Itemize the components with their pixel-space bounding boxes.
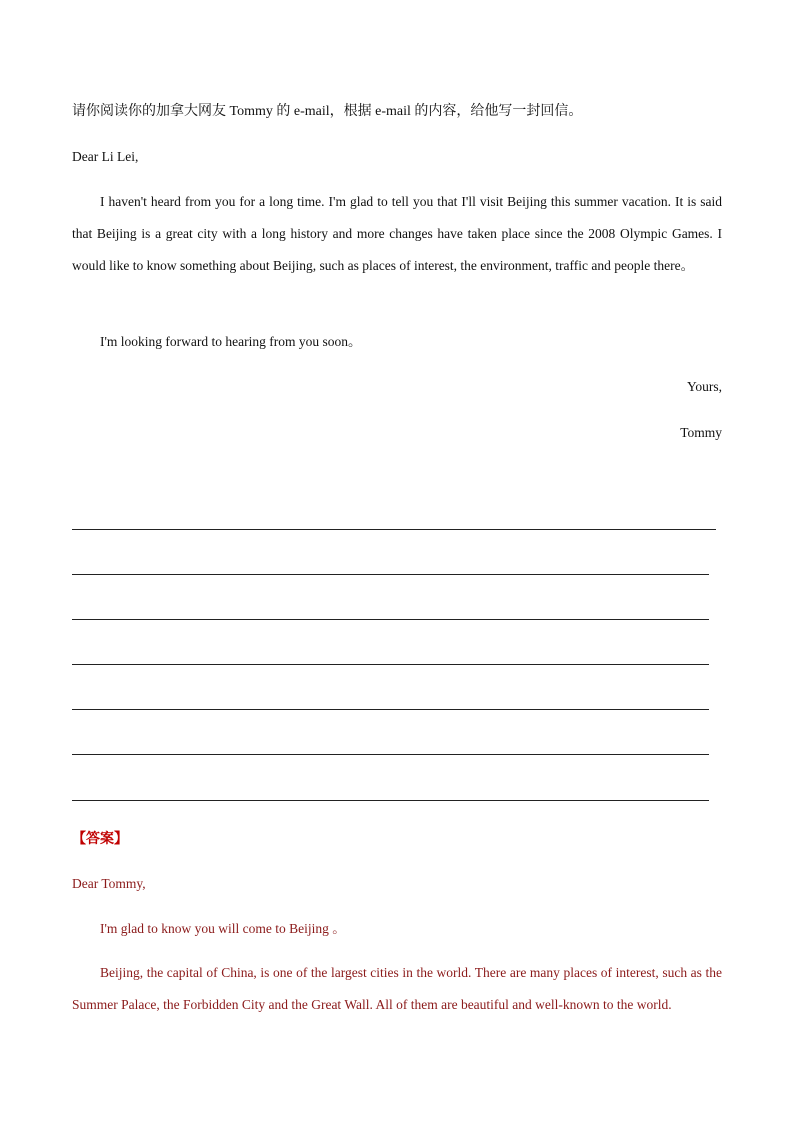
answer-greeting: Dear Tommy,	[72, 876, 146, 891]
letter-sign-off: Yours,	[686, 379, 722, 394]
letter-closing-line: I'm looking forward to hearing from you soon。	[100, 334, 362, 349]
answer-label: 【答案】	[72, 831, 128, 847]
letter-greeting: Dear Li Lei,	[72, 149, 139, 164]
answer-paragraph: Beijing, the capital of China, is one of the largest cities in the world. There are many places of interest, such as the Summer Palace, the Forbidden City and the Great Wall. All of them are beautiful and well-known to the world.	[72, 965, 722, 1012]
writing-line	[72, 619, 709, 620]
writing-line	[72, 574, 709, 575]
letter-paragraph: I haven't heard from you for a long time. I'm glad to tell you that I'll visit Beijing this summer vacation. It is said that Beijing is a great city with a long history and more changes have taken place since the 2008 Olympic Games. I would like to know something about Beijing, such as places of interest, the environment, traffic and people there。	[72, 194, 722, 273]
answer-first-line: I'm glad to know you will come to Beijing 。	[100, 921, 346, 936]
writing-line	[72, 800, 709, 801]
letter-signature: Tommy	[680, 425, 722, 440]
writing-line	[72, 529, 716, 530]
writing-line	[72, 709, 709, 710]
writing-line	[72, 754, 709, 755]
task-instruction: 请你阅读你的加拿大网友 Tommy 的 e-mail，根据 e-mail 的内容，给他写一封回信。	[72, 104, 583, 119]
writing-line	[72, 664, 709, 665]
